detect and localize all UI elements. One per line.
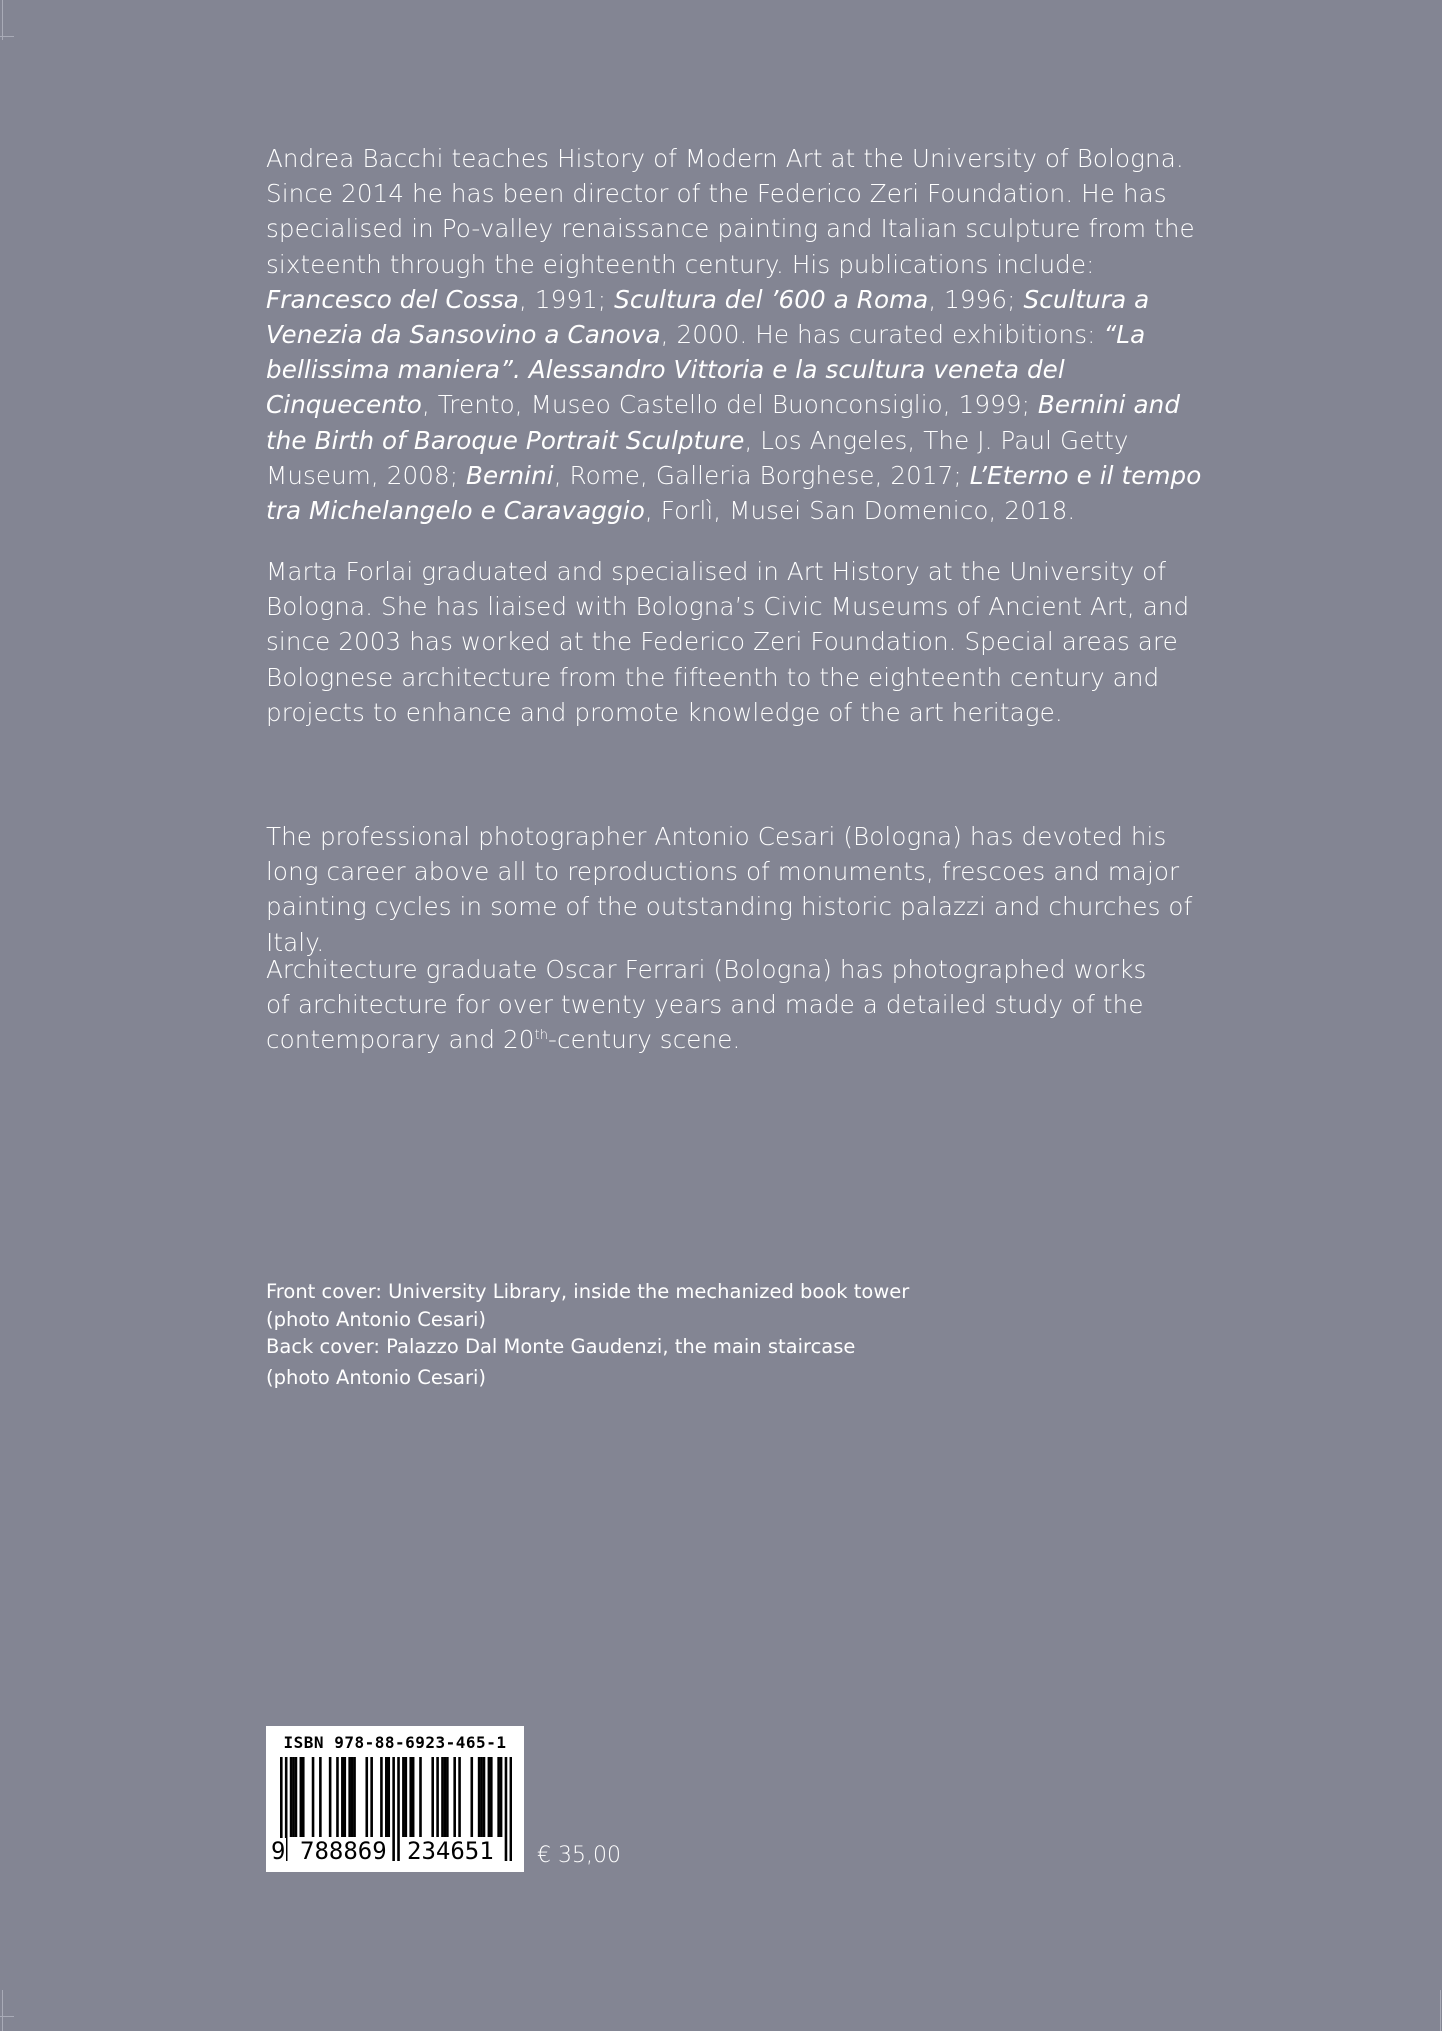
barcode-bar — [392, 1757, 395, 1861]
back-cover-credit: Back cover: Palazzo Dal Monte Gaudenzi, the main staircase — [266, 1335, 856, 1358]
ordinal-suffix: th — [534, 1028, 549, 1044]
bio-antonio-cesari-text: The professional photographer Antonio Cesari (Bologna) has devoted his long career above all to reproductions of monuments, frescoes and major painting cycles in some of the outstanding historic palazzi and churches of Italy. — [266, 822, 1193, 957]
barcode-bar — [290, 1757, 293, 1837]
barcode-bar — [353, 1757, 356, 1837]
barcode-bar — [397, 1757, 400, 1861]
bio-oscar-ferrari — [266, 952, 1226, 1058]
isbn-barcode — [266, 1726, 524, 1872]
barcode-bar — [402, 1757, 405, 1837]
bio-text: , 1991; — [518, 284, 615, 314]
barcode-digit-first: 9 — [271, 1837, 286, 1865]
crop-mark — [1440, 1990, 1441, 2031]
crop-mark — [0, 2016, 14, 2017]
bio-text: Andrea Bacchi teaches History of Modern Art at the University of Bologna. Since 2014 he has been director of the Federico Zeri Foundation. He has specialised in Po-valley renaissance painting and Italian sculpture from the sixteenth through the eighteenth century. His publications include: — [266, 144, 1195, 279]
price: € 35,00 — [537, 1843, 621, 1868]
barcode-bar — [387, 1757, 390, 1837]
barcode-bar — [409, 1757, 412, 1837]
isbn-label: ISBN 978-88-6923-465-1 — [283, 1733, 507, 1752]
barcode-digits-left: 788869 — [300, 1837, 387, 1865]
barcode-bar — [341, 1757, 344, 1837]
bio-line: Architecture graduate Oscar Ferrari (Bologna) has photographed works — [266, 955, 1147, 984]
barcode-bar — [446, 1757, 449, 1837]
exhibition-title: “La bellissima maniera”. Alessandro Vittoria e la scultura veneta del Cinquecento — [266, 320, 1146, 420]
exhibition-title: Bernini and the Birth of Baroque Portrait Sculpture — [266, 390, 1181, 455]
front-cover-credit: Front cover: University Library, inside the mechanized book tower — [266, 1280, 910, 1303]
barcode-bar — [436, 1757, 439, 1837]
barcode-bar — [483, 1757, 486, 1837]
crop-mark — [0, 36, 14, 37]
bio-andrea-bacchi — [266, 141, 1226, 528]
barcode-bar — [505, 1757, 508, 1861]
bio-oscar-ferrari-text — [266, 952, 1226, 1058]
exhibition-title: L’Eterno e il tempo tra Michelangelo e Caravaggio — [266, 460, 1202, 526]
publication-title: Scultura del ’600 a Roma — [614, 284, 929, 314]
crop-mark — [2, 0, 3, 40]
barcode-bar — [412, 1757, 415, 1837]
barcode-bar — [458, 1757, 461, 1837]
bio-line: contemporary and 20 — [266, 1025, 535, 1055]
barcode-bar — [370, 1757, 373, 1837]
barcode-bar — [453, 1757, 456, 1837]
barcode-bar — [478, 1757, 481, 1837]
bio-antonio-cesari — [266, 819, 1226, 960]
bio-line: of architecture for over twenty years and made a detailed study of the — [266, 990, 1144, 1020]
barcode-digits-right: 234651 — [407, 1837, 494, 1865]
bio-text: , Rome, Galleria Borghese, 2017; — [553, 460, 970, 490]
barcode-bar — [385, 1757, 388, 1837]
barcode-bar — [329, 1757, 332, 1837]
barcode-bar — [365, 1757, 368, 1837]
barcode-bar — [510, 1757, 512, 1861]
barcode-bar — [295, 1757, 298, 1837]
barcode-bar — [319, 1757, 322, 1837]
bio-text: , Forlì, Musei San Domenico, 2018. — [644, 496, 1076, 526]
exhibition-title: Bernini — [466, 460, 554, 490]
bio-text: , 1996; — [928, 284, 1024, 314]
bio-text: , 2000. He has curated exhibitions: — [660, 320, 1104, 350]
barcode-bar — [500, 1757, 503, 1837]
bio-text: , Los Angeles, The J. Paul Getty Museum, 2008; — [266, 425, 1129, 490]
publication-title: Francesco del Cossa — [266, 284, 519, 314]
barcode-bar — [351, 1757, 354, 1837]
barcode-bar — [444, 1757, 447, 1837]
publication-title: Scultura a Venezia da Sansovino a Canova — [266, 284, 1150, 350]
barcode-bar — [336, 1757, 339, 1837]
barcode-bar — [490, 1757, 493, 1837]
bio-marta-forlai — [266, 554, 1226, 730]
crop-mark — [2, 1990, 3, 2031]
bio-line: -century scene. — [548, 1025, 741, 1055]
barcode-bar — [431, 1757, 434, 1837]
bio-text: , Trento, Museo Castello del Buonconsiglio, 1999; — [421, 390, 1038, 420]
barcode-bar — [302, 1757, 305, 1837]
barcode-bar — [292, 1757, 295, 1837]
barcode-bar — [470, 1757, 473, 1837]
barcode-bar — [380, 1757, 383, 1837]
barcode-bar — [497, 1757, 500, 1837]
cover-credits — [266, 1278, 1226, 1391]
barcode-bar — [405, 1757, 408, 1837]
bio-marta-forlai-text: Marta Forlai graduated and specialised in Art History at the University of Bologna. She has liaised with Bologna’s Civic Museums of Ancient Art, and since 2003 has worked at the Federico Zeri Foundation. Special areas are Bolognese architecture from the fifteenth to the eighteenth century and projects to enhance and promote knowledge of the art heritage. — [266, 557, 1190, 727]
barcode-bar — [312, 1757, 315, 1837]
barcode-bar — [480, 1757, 483, 1837]
barcode-bar — [488, 1757, 491, 1837]
barcode-bar — [300, 1757, 303, 1837]
front-cover-photo-credit: (photo Antonio Cesari) — [266, 1307, 486, 1331]
back-cover-photo-credit: (photo Antonio Cesari) — [266, 1365, 486, 1389]
barcode-bar — [419, 1757, 422, 1837]
barcode-bar — [441, 1757, 444, 1837]
barcode-bar — [348, 1757, 351, 1837]
bio-andrea-bacchi-text — [266, 141, 1226, 528]
barcode-bar — [343, 1757, 346, 1837]
